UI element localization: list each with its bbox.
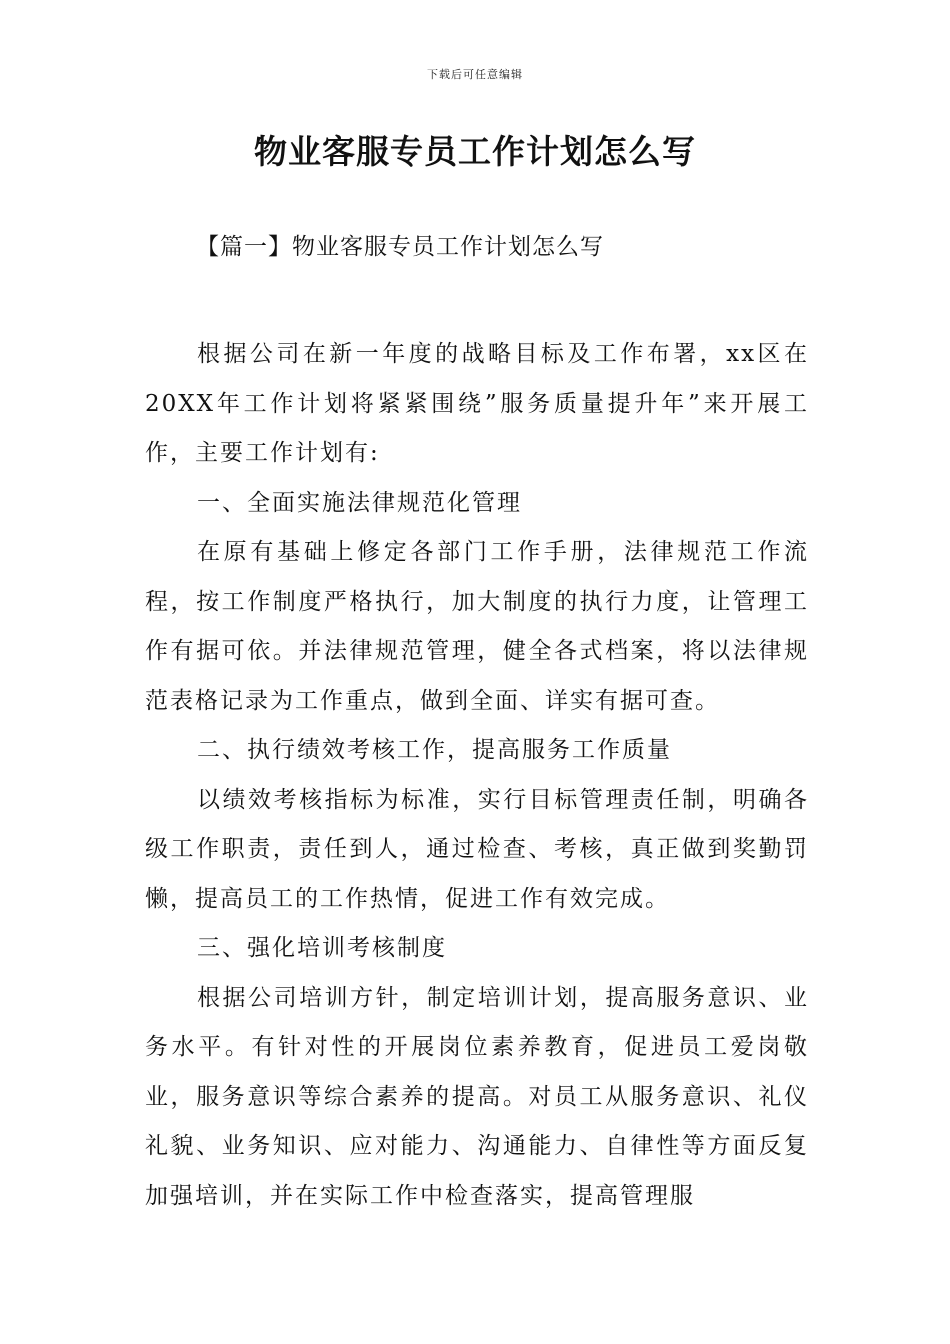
paragraph-item-2: 以绩效考核指标为标准，实行目标管理责任制，明确各级工作职责，责任到人，通过检查、考核，真正做到奖勤罚懒，提高员工的工作热情，促进工作有效完成。 <box>145 786 809 912</box>
heading-item-2: 二、执行绩效考核工作，提高服务工作质量 <box>197 737 672 763</box>
header-note: 下载后可任意编辑 <box>427 68 523 81</box>
heading-item-3: 三、强化培训考核制度 <box>197 935 447 961</box>
paragraph-item-1: 在原有基础上修定各部门工作手册，法律规范工作流程，按工作制度严格执行，加大制度的执行力度，让管理工作有据可依。并法律规范管理，健全各式档案，将以法律规范表格记录为工作重点，做到全面、详实有据可查。 <box>145 539 809 714</box>
document-body <box>145 330 809 1221</box>
document-title: 物业客服专员工作计划怎么写 <box>254 132 696 171</box>
paragraph-item-3: 根据公司培训方针，制定培训计划，提高服务意识、业务水平。有针对性的开展岗位素养教育，促进员工爱岗敬业，服务意识等综合素养的提高。对员工从服务意识、礼仪礼貌、业务知识、应对能力、沟通能力、自律性等方面反复加强培训，并在实际工作中检查落实，提高管理服 <box>145 984 809 1209</box>
heading-item-1: 一、全面实施法律规范化管理 <box>197 489 522 516</box>
section-title: 【篇一】物业客服专员工作计划怎么写 <box>196 234 604 260</box>
paragraph-intro: 根据公司在新一年度的战略目标及工作布署，xx区在20XX年工作计划将紧紧围绕”服务质量提升年”来开展工作，主要工作计划有: <box>145 341 809 466</box>
